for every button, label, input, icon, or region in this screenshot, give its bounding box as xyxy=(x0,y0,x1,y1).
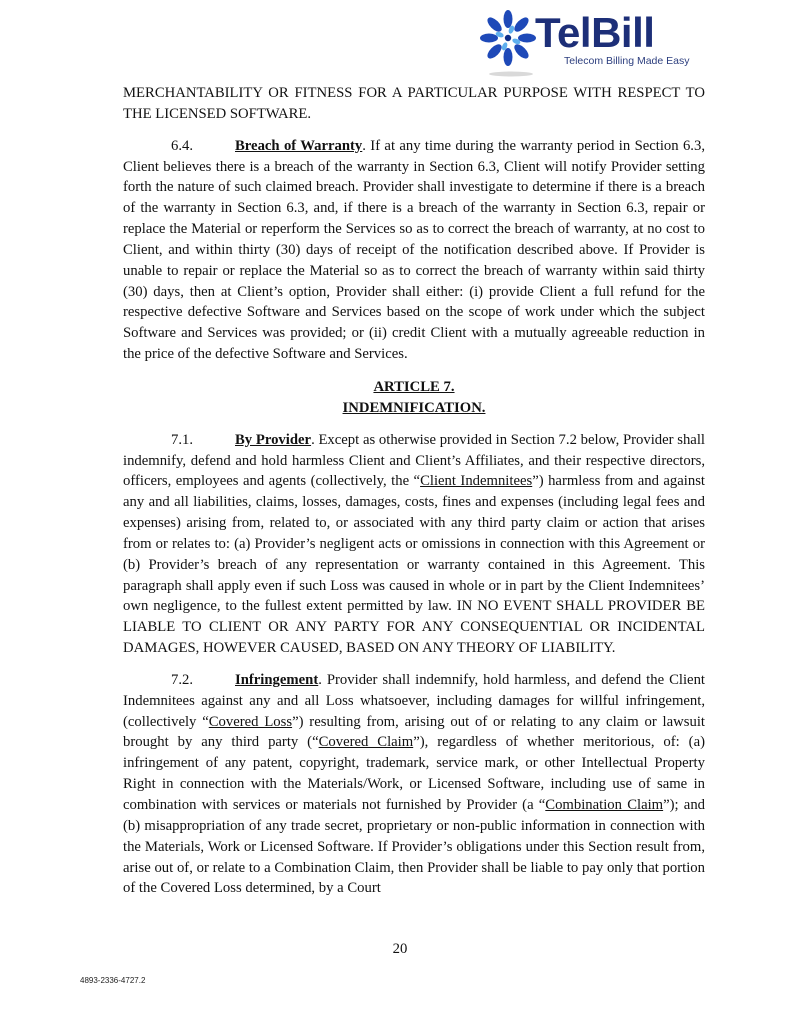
article-number: ARTICLE 7. xyxy=(373,378,455,395)
defined-term: Covered Claim xyxy=(318,734,414,751)
section-7-2 xyxy=(123,670,705,899)
logo-tagline: Telecom Billing Made Easy xyxy=(564,55,690,67)
section-text: ”); and (b) misappropriation of any trade secret, proprietary or non-public information in connection with the Materials, Work or Licensed Software. If Provider’s obligations under this Section result from, arise out of, or relate to a Combination Claim, then Provider shall be liable to pay only that portion of the Covered Loss determined, by a Court xyxy=(123,797,706,897)
defined-term: Client Indemnitees xyxy=(420,473,533,490)
section-number: 7.1. xyxy=(171,431,194,448)
section-title: Infringement xyxy=(235,671,319,688)
section-text: . If at any time during the warranty period in Section 6.3, Client believes there is a breach of the warranty in Section 6.3, Client will notify Provider setting forth the nature of such claimed breach. Provider shall investigate to determine if there is a breach of the warranty in Section 6.3, and, if there is a breach of the warranty in Section 6.3, repair or replace the Material or reperform the Services so as to correct the breach of warranty, at no cost to Client, and within thirty (30) days of receipt of the notification described above. If Provider is unable to repair or replace the Material so as to correct the breach of warranty within said thirty (30) days, then at Client’s option, Provider shall either: (i) provide Client a full refund for the respective defective Software and Services based on the scope of work under which the subject Software and Services was provided; or (ii) credit Client with a mutually agreeable reduction in the price of the defective Software and Services. xyxy=(123,137,705,363)
section-number: 6.4. xyxy=(171,137,194,154)
section-number: 7.2. xyxy=(171,671,194,688)
section-title: By Provider xyxy=(235,431,312,448)
document-body xyxy=(123,83,705,899)
section-text: . Provider shall indemnify, hold harmless, and defend the Client Indemnitees against any and all Loss whatsoever, including damages for willful infringement, (collectively “ xyxy=(123,671,705,730)
article-heading xyxy=(123,377,705,419)
section-text: . Except as otherwise provided in Section 7.2 below, Provider shall indemnify, defend and hold harmless Client and Client’s Affiliates, and their respective directors, officers, employees and agents (collectively, the “ xyxy=(123,431,705,490)
section-text: ”) harmless from and against any and all liabilities, claims, losses, damages, costs, fines and expenses (including legal fees and expenses) arising from, related to, or associated with any third party claim or action that arises from or relates to: (a) Provider’s negligent acts or omissions in connection with this Agreement or (b) Provider’s breach of any representation or warranty contained in this Agreement. This paragraph shall apply even if such Loss was caused in whole or in part by the Client Indemnitees’ own negligence, to the fullest extent permitted by law. IN NO EVENT SHALL PROVIDER BE LIABLE TO CLIENT OR ANY PARTY FOR ANY CONSEQUENTIAL OR INCIDENTAL DAMAGES, HOWEVER CAUSED, BASED ON ANY THEORY OF LIABILITY. xyxy=(123,473,705,657)
logo-wordmark: TelBill xyxy=(535,9,655,56)
spark-burst-icon xyxy=(477,4,537,78)
page-number: 20 xyxy=(392,941,408,957)
article-title: INDEMNIFICATION. xyxy=(342,399,486,416)
defined-term: Combination Claim xyxy=(545,797,664,813)
section-text: ”) resulting from, arising out of or relating to any claim or lawsuit brought by any third party (“ xyxy=(123,713,705,751)
section-7-1 xyxy=(123,430,705,659)
section-6-4 xyxy=(123,136,705,365)
section-text: ”), regardless of whether meritorious, of: (a) infringement of any patent, copyright, trademark, service mark, or other Intellectual Property Right in connection with the Materials/Work, or Licensed Software, including use of same in combination with services or materials not furnished by Provider (a “ xyxy=(123,734,705,813)
section-title: Breach of Warranty xyxy=(235,137,363,154)
document-id: 4893-2336-4727.2 xyxy=(80,976,146,985)
defined-term: Covered Loss xyxy=(208,713,293,730)
telbill-logo xyxy=(477,4,703,78)
continuation-paragraph: MERCHANTABILITY OR FITNESS FOR A PARTICULAR PURPOSE WITH RESPECT TO THE LICENSED SOFTWARE. xyxy=(123,85,705,122)
